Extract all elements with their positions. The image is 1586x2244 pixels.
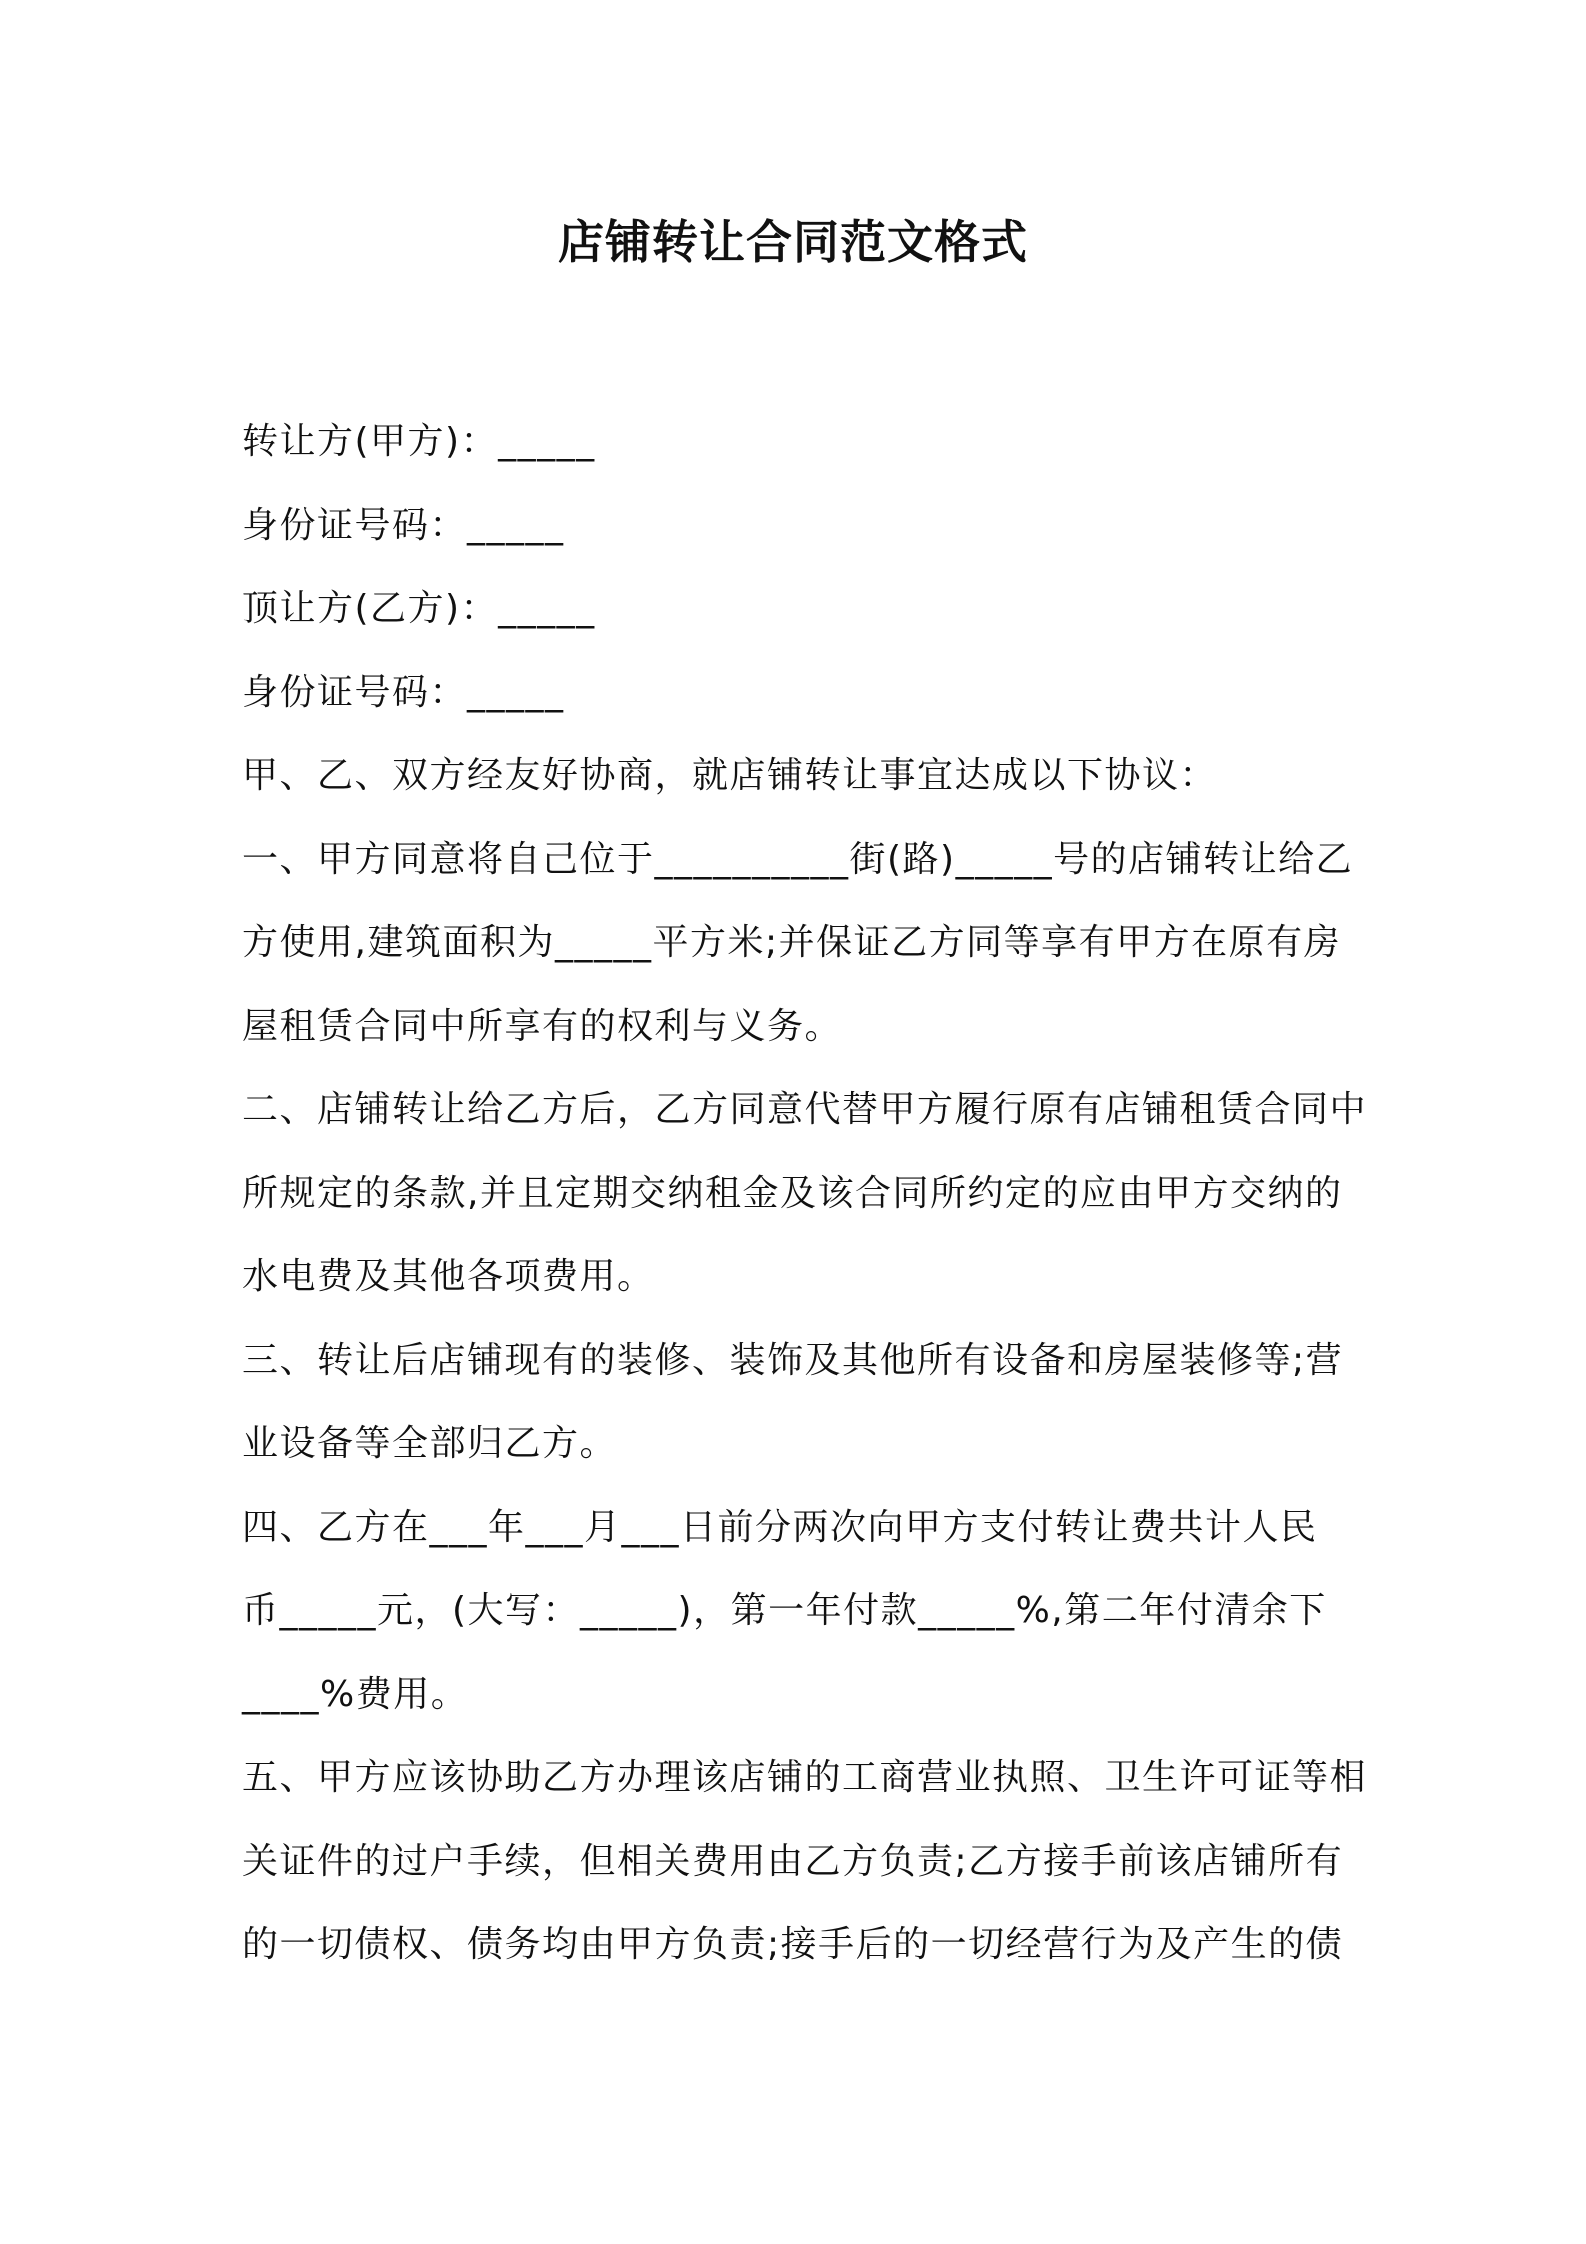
clause-3-line-1: 三、转让后店铺现有的装修、装饰及其他所有设备和房屋装修等;营 bbox=[242, 1339, 1344, 1381]
clause-5-line-2: 关证件的过户手续，但相关费用由乙方负责;乙方接手前该店铺所有 bbox=[242, 1840, 1344, 1882]
document-body bbox=[242, 400, 1368, 1987]
transferor-id-line: 身份证号码：_____ bbox=[242, 504, 565, 546]
agreement-intro: 甲、乙、双方经友好协商，就店铺转让事宜达成以下协议： bbox=[242, 755, 1218, 796]
clause-1-line-2: 方使用,建筑面积为_____平方米;并保证乙方同等享有甲方在原有房 bbox=[242, 922, 1342, 963]
clause-4-line-2: 币_____元，(大写：_____)，第一年付款_____%,第二年付清余下 bbox=[242, 1590, 1327, 1631]
clause-2-line-2: 所规定的条款,并且定期交纳租金及该合同所约定的应由甲方交纳的 bbox=[242, 1172, 1343, 1214]
clause-1-line-3: 屋租赁合同中所享有的权利与义务。 bbox=[242, 1005, 843, 1047]
clause-2-line-3: 水电费及其他各项费用。 bbox=[242, 1256, 655, 1297]
document-title: 店铺转让合同范文格式 bbox=[558, 215, 1028, 269]
clause-1-line-1: 一、甲方同意将自己位于__________街(路)_____号的店铺转让给乙 bbox=[242, 838, 1354, 880]
clause-3-line-2: 业设备等全部归乙方。 bbox=[242, 1423, 618, 1464]
transferor-line: 转让方(甲方)：_____ bbox=[242, 421, 596, 462]
clause-4-line-1: 四、乙方在___年___月___日前分两次向甲方支付转让费共计人民 bbox=[242, 1506, 1318, 1548]
clause-5-line-3: 的一切债权、债务均由甲方负责;接手后的一切经营行为及产生的债 bbox=[242, 1924, 1344, 1965]
transferee-line: 顶让方(乙方)：_____ bbox=[242, 588, 596, 629]
clause-5-line-1: 五、甲方应该协助乙方办理该店铺的工商营业执照、卫生许可证等相 bbox=[242, 1757, 1368, 1798]
clause-2-line-1: 二、店铺转让给乙方后，乙方同意代替甲方履行原有店铺租赁合同中 bbox=[242, 1089, 1368, 1130]
transferee-id-line: 身份证号码：_____ bbox=[242, 671, 565, 713]
clause-4-line-3: ____%费用。 bbox=[242, 1673, 469, 1715]
